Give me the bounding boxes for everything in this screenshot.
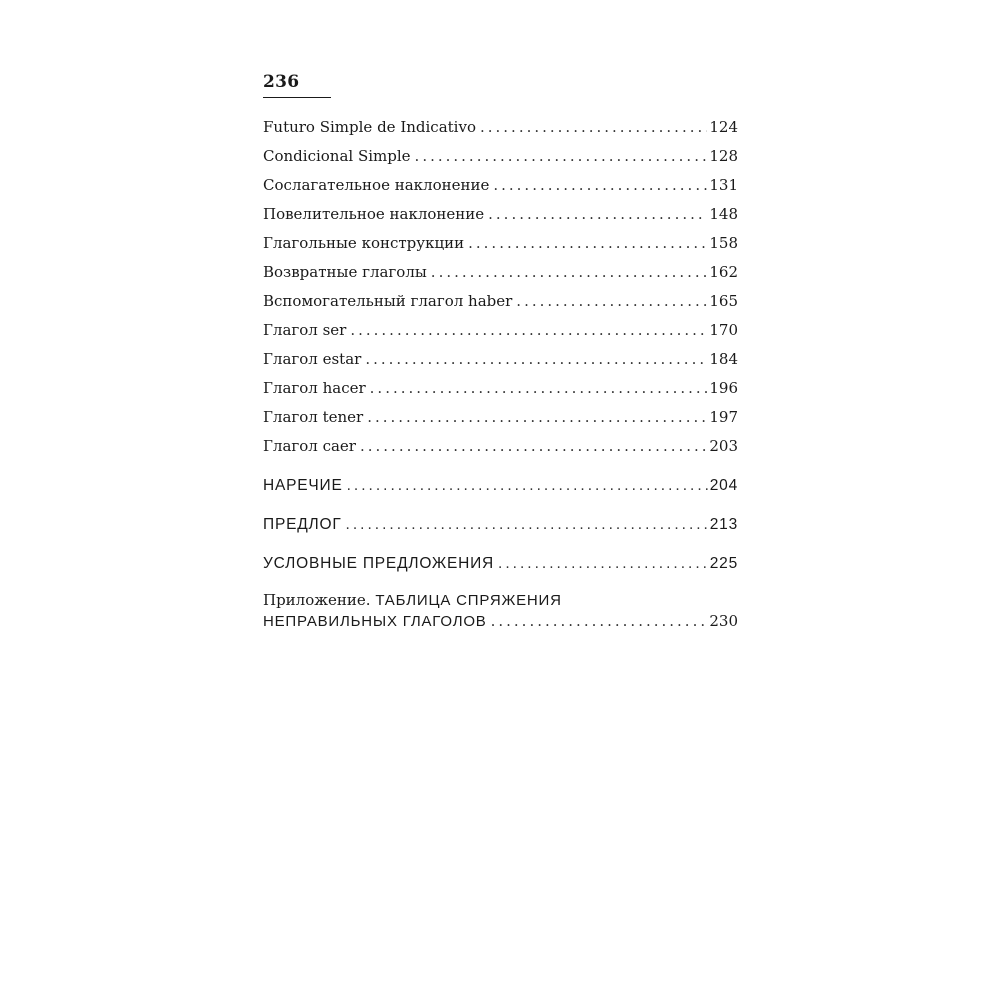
toc-entry-condicional-simple[interactable]: [263, 142, 738, 171]
toc-appendix-title-line1: ТАБЛИЦА СПРЯЖЕНИЯ: [375, 592, 562, 609]
toc-section-page: 204: [709, 477, 738, 494]
toc-leader-dots: [491, 611, 708, 631]
toc-entry-label: Глагольные конструкции: [263, 234, 465, 252]
toc-leader-dots: [365, 345, 707, 374]
toc-section-label: НАРЕЧИЕ: [263, 477, 343, 494]
toc-section-page: 225: [709, 555, 738, 572]
toc-appendix-prefix: Приложение.: [263, 591, 371, 609]
toc-leader-dots: [415, 142, 708, 171]
toc-entry-verb-constructions[interactable]: [263, 229, 738, 258]
toc-entry-label: Глагол ser: [263, 321, 347, 339]
toc-entry-page: 124: [709, 118, 738, 136]
toc-section-conditional-sentences[interactable]: [263, 549, 738, 578]
toc-entry-subjunctive[interactable]: [263, 171, 738, 200]
toc-leader-dots: [516, 287, 707, 316]
toc-leader-dots: [347, 471, 708, 500]
toc-entry-label: Возвратные глаголы: [263, 263, 427, 281]
toc-entry-label: Сослагательное наклонение: [263, 176, 490, 194]
toc-entry-page: 197: [709, 408, 738, 426]
toc-leader-dots: [370, 374, 708, 403]
toc-leader-dots: [431, 258, 708, 287]
toc-entry-page: 165: [709, 292, 738, 310]
toc-leader-dots: [360, 432, 707, 461]
toc-entry-ser[interactable]: [263, 316, 738, 345]
toc-section-preposition[interactable]: [263, 510, 738, 539]
toc-entry-haber[interactable]: [263, 287, 738, 316]
toc-entry-label: Повелительное наклонение: [263, 205, 485, 223]
toc-entry-reflexive-verbs[interactable]: [263, 258, 738, 287]
toc-leader-dots: [488, 200, 707, 229]
toc-entry-label: Condicional Simple: [263, 147, 411, 165]
page-number: 236: [263, 72, 300, 92]
toc-leader-dots: [480, 113, 707, 142]
toc-entry-page: 128: [709, 147, 738, 165]
toc-section-label: ПРЕДЛОГ: [263, 516, 342, 533]
toc-entry-page: 131: [709, 176, 738, 194]
toc-section-adverb[interactable]: [263, 471, 738, 500]
toc-entry-page: 196: [709, 379, 738, 397]
toc-section-label: УСЛОВНЫЕ ПРЕДЛОЖЕНИЯ: [263, 555, 495, 572]
toc-entry-label: Вспомогательный глагол haber: [263, 292, 513, 310]
toc-entry-estar[interactable]: [263, 345, 738, 374]
toc-entry-caer[interactable]: [263, 432, 738, 461]
toc-entry-label: Futuro Simple de Indicativo: [263, 118, 476, 136]
toc-leader-dots: [367, 403, 707, 432]
toc-entry-page: 148: [709, 205, 738, 223]
page-number-rule: [263, 97, 331, 98]
toc-section-page: 213: [709, 516, 738, 533]
toc-appendix-entry[interactable]: [263, 590, 738, 632]
toc-entry-imperative[interactable]: [263, 200, 738, 229]
toc-entry-futuro-simple[interactable]: [263, 113, 738, 142]
toc-appendix-page: 230: [709, 612, 738, 630]
table-of-contents: [263, 113, 738, 632]
toc-entry-page: 203: [709, 437, 738, 455]
toc-leader-dots: [346, 510, 708, 539]
toc-entry-label: Глагол tener: [263, 408, 364, 426]
toc-entry-tener[interactable]: [263, 403, 738, 432]
toc-entry-page: 162: [709, 263, 738, 281]
toc-entry-page: 170: [709, 321, 738, 339]
toc-entry-page: 184: [709, 350, 738, 368]
toc-entry-hacer[interactable]: [263, 374, 738, 403]
toc-leader-dots: [468, 229, 707, 258]
toc-appendix-title-line2: НЕПРАВИЛЬНЫХ ГЛАГОЛОВ: [263, 613, 487, 630]
toc-leader-dots: [498, 549, 708, 578]
toc-entry-label: Глагол caer: [263, 437, 356, 455]
toc-entry-label: Глагол hacer: [263, 379, 366, 397]
toc-entry-label: Глагол estar: [263, 350, 362, 368]
toc-leader-dots: [493, 171, 707, 200]
toc-entry-page: 158: [709, 234, 738, 252]
toc-leader-dots: [350, 316, 707, 345]
